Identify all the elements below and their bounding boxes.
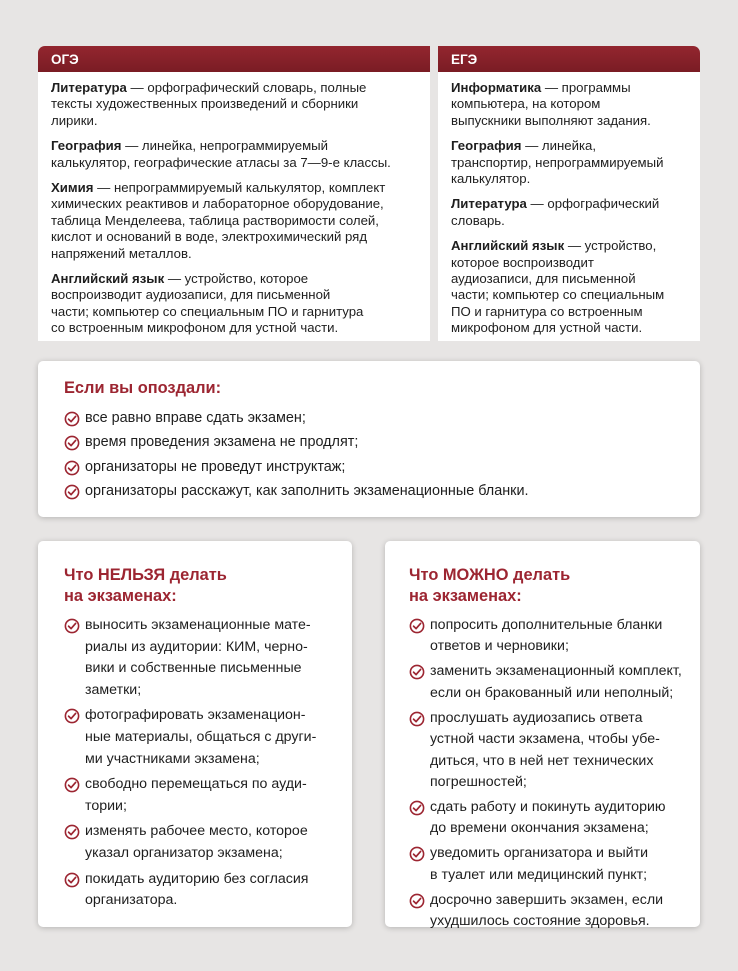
list-item xyxy=(409,843,700,886)
check-circle-icon xyxy=(64,435,80,451)
check-circle-icon xyxy=(64,411,80,427)
item-text: время проведения экзамена не продлят; xyxy=(85,434,359,451)
item-line: уведомить организатора и выйти xyxy=(430,845,649,862)
entry-subject: Информатика xyxy=(451,80,542,95)
late-title: Если вы опоздали: xyxy=(64,379,222,397)
check-circle-icon xyxy=(409,800,425,816)
item-line: в туалет или медицинский пункт; xyxy=(430,866,648,883)
item-line: сдать работу и покинуть аудиторию xyxy=(430,799,666,816)
ege-entry xyxy=(451,238,700,336)
entry-text: — линейка, транспортир, непрограммируемый калькулятор. xyxy=(451,138,664,187)
oge-entry xyxy=(51,180,430,262)
entry-text: — устройство, которое воспроизводит аудиозаписи, для письменной части; компьютер со специальным ПО и гарнитура со встроенным микрофоном для устной части. xyxy=(451,238,665,336)
entry-text: — орфографический словарь. xyxy=(451,196,660,228)
check-circle-icon xyxy=(64,460,80,476)
list-item xyxy=(64,432,700,454)
late-card xyxy=(38,361,700,517)
item-line: заменить экзаменационный комплект, xyxy=(430,663,682,680)
entry-subject: География xyxy=(51,138,122,154)
check-circle-icon xyxy=(64,872,80,888)
check-circle-icon xyxy=(409,846,425,862)
oge-entry xyxy=(51,271,430,337)
entry-subject: Английский язык xyxy=(51,271,165,287)
list-item xyxy=(64,774,352,817)
can-list xyxy=(409,615,700,933)
item-line: прослушать аудиозапись ответа xyxy=(430,709,643,726)
ege-entry xyxy=(451,196,700,229)
list-item xyxy=(409,890,700,933)
item-line: вики и собственные письменные xyxy=(85,660,302,677)
item-line: изменять рабочее место, которое xyxy=(85,823,308,840)
item-line: покидать аудиторию без согласия xyxy=(85,870,309,887)
ege-header xyxy=(438,46,700,72)
item-line: организатора. xyxy=(85,892,178,909)
list-item xyxy=(64,615,352,701)
item-line: ухудшилось состояние здоровья. xyxy=(430,913,650,930)
check-circle-icon xyxy=(64,708,80,724)
item-line: ные материалы, общаться с други- xyxy=(85,728,317,745)
entry-text: — устройство, которое воспроизводит аудиозаписи, для письменной части; компьютер со специальным ПО и гарнитура со встроенным микрофоном для устной части. xyxy=(51,271,364,336)
list-item xyxy=(64,869,352,912)
item-line: выносить экзаменационные мате- xyxy=(85,617,311,633)
ege-entry xyxy=(451,80,700,129)
title-line: на экзаменах: xyxy=(409,587,522,605)
item-line: до времени окончания экзамена; xyxy=(430,820,649,837)
oge-column xyxy=(38,72,430,341)
item-line: ответов и черновики; xyxy=(430,638,569,655)
check-circle-icon xyxy=(409,711,425,727)
entry-text: — непрограммируемый калькулятор, комплект химических реактивов и лабораторное оборудование, таблица Менделеева, таблица растворимости солей, кислот и оснований в воде, электрохимический ряд напряжений металлов. xyxy=(51,180,386,261)
cannot-title xyxy=(64,565,352,607)
check-circle-icon xyxy=(64,777,80,793)
item-line: ми участниками экзамена; xyxy=(85,750,260,767)
item-line: если он бракованный или неполный; xyxy=(430,684,674,701)
title-line: Что НЕЛЬЗЯ делать xyxy=(64,566,227,584)
title-line: на экзаменах: xyxy=(64,587,177,605)
item-text: организаторы расскажут, как заполнить экзаменационные бланки. xyxy=(85,483,529,500)
cannot-list xyxy=(64,615,352,912)
ege-entry xyxy=(451,138,700,187)
list-item xyxy=(64,457,700,479)
entry-subject: Литература xyxy=(451,196,527,212)
title-line: Что МОЖНО делать xyxy=(409,566,571,584)
item-line: досрочно завершить экзамен, если xyxy=(430,891,664,908)
item-line: указал организатор экзамена; xyxy=(85,844,283,861)
can-title xyxy=(409,565,700,607)
item-text: организаторы не проведут инструктаж; xyxy=(85,458,346,475)
late-list xyxy=(64,408,700,503)
item-line: риалы из аудитории: КИМ, черно- xyxy=(85,638,308,655)
list-item xyxy=(409,708,700,794)
list-item xyxy=(409,615,700,658)
check-circle-icon xyxy=(64,824,80,840)
item-line: устной части экзамена, чтобы убе- xyxy=(430,731,660,748)
entry-subject: География xyxy=(451,138,522,154)
list-item xyxy=(64,705,352,770)
item-line: попросить дополнительные бланки xyxy=(430,617,663,633)
oge-title: ОГЭ xyxy=(51,52,79,67)
check-circle-icon xyxy=(409,618,425,634)
check-circle-icon xyxy=(64,484,80,500)
item-line: диться, что в ней нет технических xyxy=(430,752,654,769)
item-line: свободно перемещаться по ауди- xyxy=(85,776,307,793)
check-circle-icon xyxy=(409,664,425,680)
item-line: тории; xyxy=(85,797,127,814)
item-text: все равно вправе сдать экзамен; xyxy=(85,410,306,426)
entry-subject: Литература xyxy=(51,80,127,95)
entry-subject: Английский язык xyxy=(451,238,565,254)
can-card xyxy=(385,541,700,930)
cannot-card xyxy=(38,541,352,927)
list-item xyxy=(64,821,352,864)
check-circle-icon xyxy=(64,618,80,634)
entry-text: — орфографический словарь, полные тексты художественных произведений и сборники лирики. xyxy=(51,80,367,128)
ege-column xyxy=(438,72,700,341)
list-item xyxy=(64,481,700,503)
entry-text: — линейка, непрограммируемый калькулятор, географические атласы за 7—9-е классы. xyxy=(51,138,391,170)
item-line: заметки; xyxy=(85,681,142,698)
oge-entry xyxy=(51,138,430,171)
oge-entry xyxy=(51,80,430,129)
oge-header xyxy=(38,46,430,72)
list-item xyxy=(409,797,700,840)
entry-text: — программы компьютера, на котором выпускники выполняют задания. xyxy=(451,80,651,128)
item-line: погрешностей; xyxy=(430,774,527,791)
item-line: фотографировать экзаменацион- xyxy=(85,707,306,724)
entry-subject: Химия xyxy=(51,180,94,196)
list-item xyxy=(409,661,700,704)
check-circle-icon xyxy=(409,893,425,909)
ege-title: ЕГЭ xyxy=(451,52,478,67)
list-item xyxy=(64,408,700,430)
